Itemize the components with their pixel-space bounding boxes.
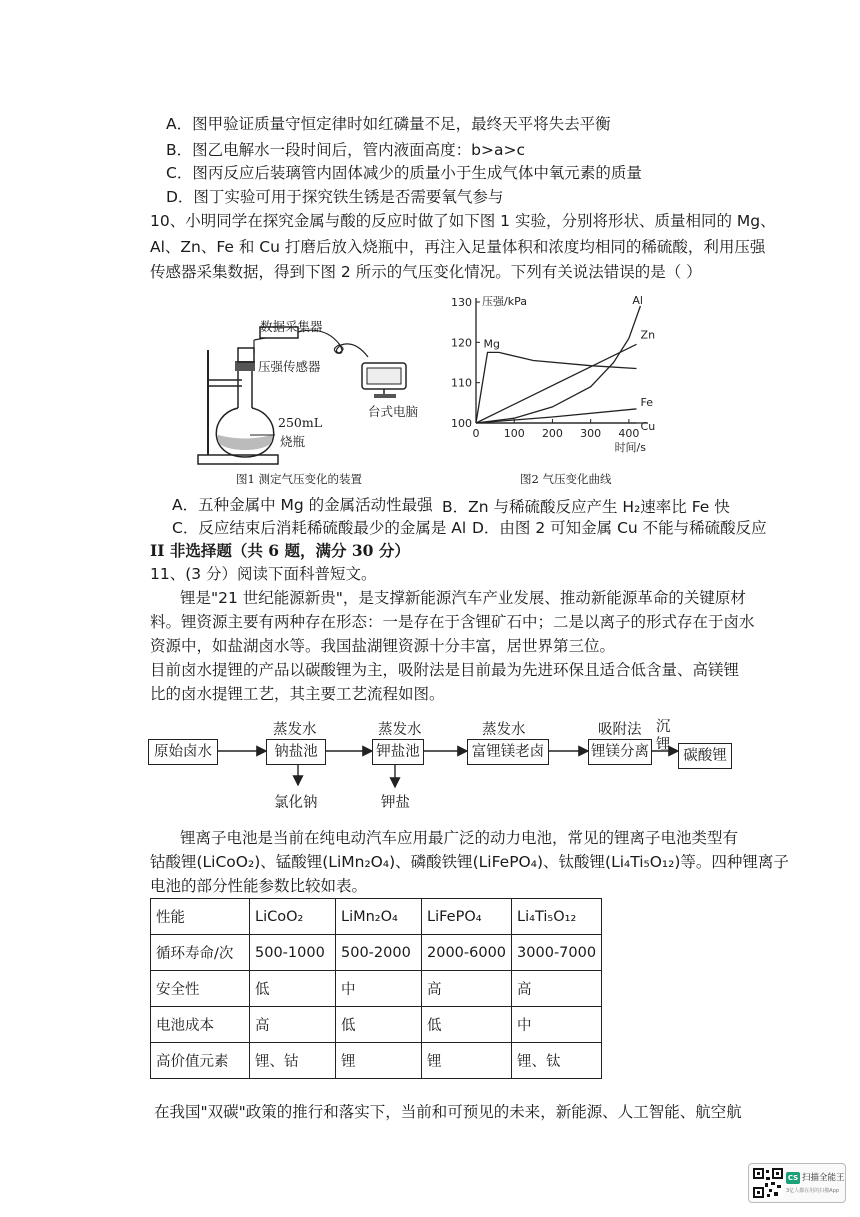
label-volume: 250mL [278, 415, 323, 430]
table-cell: 中 [512, 1007, 602, 1043]
table-cell: 500-2000 [336, 935, 422, 971]
scanner-brand: 扫描全能王 [802, 1173, 845, 1183]
series-label-al: Al [632, 294, 643, 308]
flow-step4-label: 吸附法 [598, 722, 642, 738]
table-row [151, 1007, 602, 1043]
flow-output-nacl: 氯化钠 [274, 795, 318, 811]
label-data-collector: 数据采集器 [260, 319, 323, 334]
table-cell: 3000-7000 [512, 935, 602, 971]
series-label-cu: Cu [640, 420, 656, 433]
table-cell: 锂、钴 [250, 1043, 336, 1079]
flow-step3-label: 蒸发水 [482, 722, 526, 738]
table-header-row [151, 899, 602, 935]
table-cell: 中 [336, 971, 422, 1007]
q10-option-c: C．反应结束后消耗稀硫酸最少的金属是 Al [172, 519, 467, 537]
flow-box-potassium-pond: 钾盐池 [372, 739, 424, 765]
series-label-fe: Fe [640, 395, 654, 409]
table-cell: 高价值元素 [151, 1043, 250, 1079]
q9-option-d: D．图丁实验可用于探究铁生锈是否需要氧气参与 [166, 188, 504, 206]
q11-p3-line2: 钴酸锂(LiCoO₂)、锰酸锂(LiMn₂O₄)、磷酸铁锂(LiFePO₄)、钛酸锂(Li₄Ti₅O₁₂)等。四种锂离子 [150, 853, 789, 871]
q10-stem-line1: 10、小明同学在探究金属与酸的反应时做了如下图 1 实验，分别将形状、质量相同的 Mg、 [150, 212, 776, 230]
x-tick-label: 400 [618, 427, 640, 440]
figure2-caption: 图2 气压变化曲线 [520, 472, 612, 486]
flow-step1-label: 蒸发水 [273, 722, 317, 738]
table-cell: 500-1000 [250, 935, 336, 971]
flow-step5-label-b: 锂 [656, 737, 671, 753]
q11-p4-line1: 在我国"双碳"政策的推行和落实下，当前和可预见的未来，新能源、人工智能、航空航 [154, 1103, 742, 1121]
y-axis-label: 压强/kPa [482, 295, 527, 308]
table-cell: 2000-6000 [422, 935, 512, 971]
battery-table [150, 898, 602, 1079]
series-label-zn: Zn [640, 328, 656, 342]
y-tick-label: 130 [451, 296, 472, 309]
section2-title: II 非选择题（共 6 题，满分 30 分） [150, 541, 410, 560]
q9-option-a: A．图甲验证质量守恒定律时如红磷量不足，最终天平将失去平衡 [166, 115, 611, 133]
flow-arrows [140, 715, 740, 815]
y-tick-label: 120 [451, 336, 472, 350]
q11-p2-line1: 目前卤水提锂的产品以碳酸锂为主，吸附法是目前最为先进环保且适合低含量、高镁锂 [150, 661, 740, 679]
x-tick-label: 100 [503, 427, 525, 440]
table-header-cell: 性能 [151, 899, 250, 935]
q9-option-c: C．图丙反应后装璃管内固体减少的质量小于生成气体中氧元素的质量 [166, 164, 642, 182]
x-tick-label: 300 [580, 427, 602, 440]
table-row [151, 1043, 602, 1079]
flow-box-sodium-pond: 钠盐池 [266, 739, 326, 765]
scanner-sub: 3亿人都在用的扫描App [786, 1188, 839, 1194]
flow-box-separation: 锂镁分离 [588, 739, 652, 765]
q10-option-d: D．由图 2 可知金属 Cu 不能与稀硫酸反应 [472, 519, 767, 537]
q11-p2-line2: 比的卤水提锂工艺，其主要工艺流程如图。 [150, 685, 445, 703]
flow-box-lithium-brine: 富锂镁老卤 [467, 739, 549, 765]
y-tick-label: 100 [451, 417, 472, 430]
figure2-chart [440, 290, 670, 485]
q11-p1-line2: 料。锂资源主要有两种存在形态：一是存在于含锂矿石中；二是以离子的形式存在于卤水 [150, 613, 755, 631]
figure1-caption: 图1 测定气压变化的装置 [236, 472, 362, 486]
table-cell: 锂 [422, 1043, 512, 1079]
qr-code-icon [753, 1168, 783, 1198]
scanner-badge: CS [787, 1174, 799, 1182]
series-label-mg: Mg [483, 337, 500, 351]
q10-stem-line2: Al、Zn、Fe 和 Cu 打磨后放入烧瓶中，再注入足量体积和浓度均相同的稀硫酸，利用压强 [150, 238, 766, 256]
q9-option-b: B．图乙电解水一段时间后，管内液面高度：b>a>c [166, 141, 525, 159]
q10-option-a: A．五种金属中 Mg 的金属活动性最强 [172, 496, 433, 514]
table-cell: 安全性 [151, 971, 250, 1007]
table-cell: 低 [336, 1007, 422, 1043]
table-cell: 锂、钛 [512, 1043, 602, 1079]
q11-p1-line3: 资源中，如盐湖卤水等。我国盐湖锂资源十分丰富，居世界第三位。 [150, 637, 616, 655]
flow-step2-label: 蒸发水 [378, 722, 422, 738]
flow-output-potash: 钾盐 [381, 795, 410, 811]
flow-box-raw-brine: 原始卤水 [148, 739, 218, 765]
table-header-cell: Li₄Ti₅O₁₂ [512, 899, 602, 935]
table-cell: 电池成本 [151, 1007, 250, 1043]
q10-option-b: B．Zn 与稀硫酸反应产生 H₂速率比 Fe 快 [442, 498, 730, 516]
flow-step5-label-a: 沉 [656, 719, 671, 735]
label-pressure-sensor: 压强传感器 [258, 359, 321, 374]
table-row [151, 971, 602, 1007]
q10-stem-line3: 传感器采集数据，得到下图 2 所示的气压变化情况。下列有关说法错误的是（ ） [150, 263, 702, 281]
table-header-cell: LiMn₂O₄ [336, 899, 422, 935]
table-cell: 高 [422, 971, 512, 1007]
y-tick-label: 110 [451, 376, 472, 390]
table-header-cell: LiFePO₄ [422, 899, 512, 935]
flow-box-lithium-carbonate: 碳酸锂 [678, 743, 732, 769]
scanner-watermark [748, 1163, 846, 1203]
label-flask: 烧瓶 [280, 434, 306, 449]
x-tick-label: 0 [472, 427, 480, 440]
table-cell: 循环寿命/次 [151, 935, 250, 971]
q11-head: 11、(3 分）阅读下面科普短文。 [150, 565, 377, 583]
table-header-cell: LiCoO₂ [250, 899, 336, 935]
q11-p3-line1: 锂离子电池是当前在纯电动汽车应用最广泛的动力电池，常见的锂离子电池类型有 [180, 829, 739, 847]
label-computer: 台式电脑 [368, 404, 419, 419]
table-cell: 低 [422, 1007, 512, 1043]
q11-p1-line1: 锂是"21 世纪能源新贵"，是支撑新能源汽车产业发展、推动新能源革命的关键原材 [180, 589, 746, 607]
table-cell: 高 [250, 1007, 336, 1043]
table-cell: 锂 [336, 1043, 422, 1079]
x-axis-label: 时间/s [614, 441, 646, 454]
table-cell: 低 [250, 971, 336, 1007]
x-tick-label: 200 [541, 427, 563, 440]
series-line-al [476, 306, 640, 423]
table-row [151, 935, 602, 971]
table-cell: 高 [512, 971, 602, 1007]
q11-p3-line3: 电池的部分性能参数比较如表。 [150, 877, 368, 895]
